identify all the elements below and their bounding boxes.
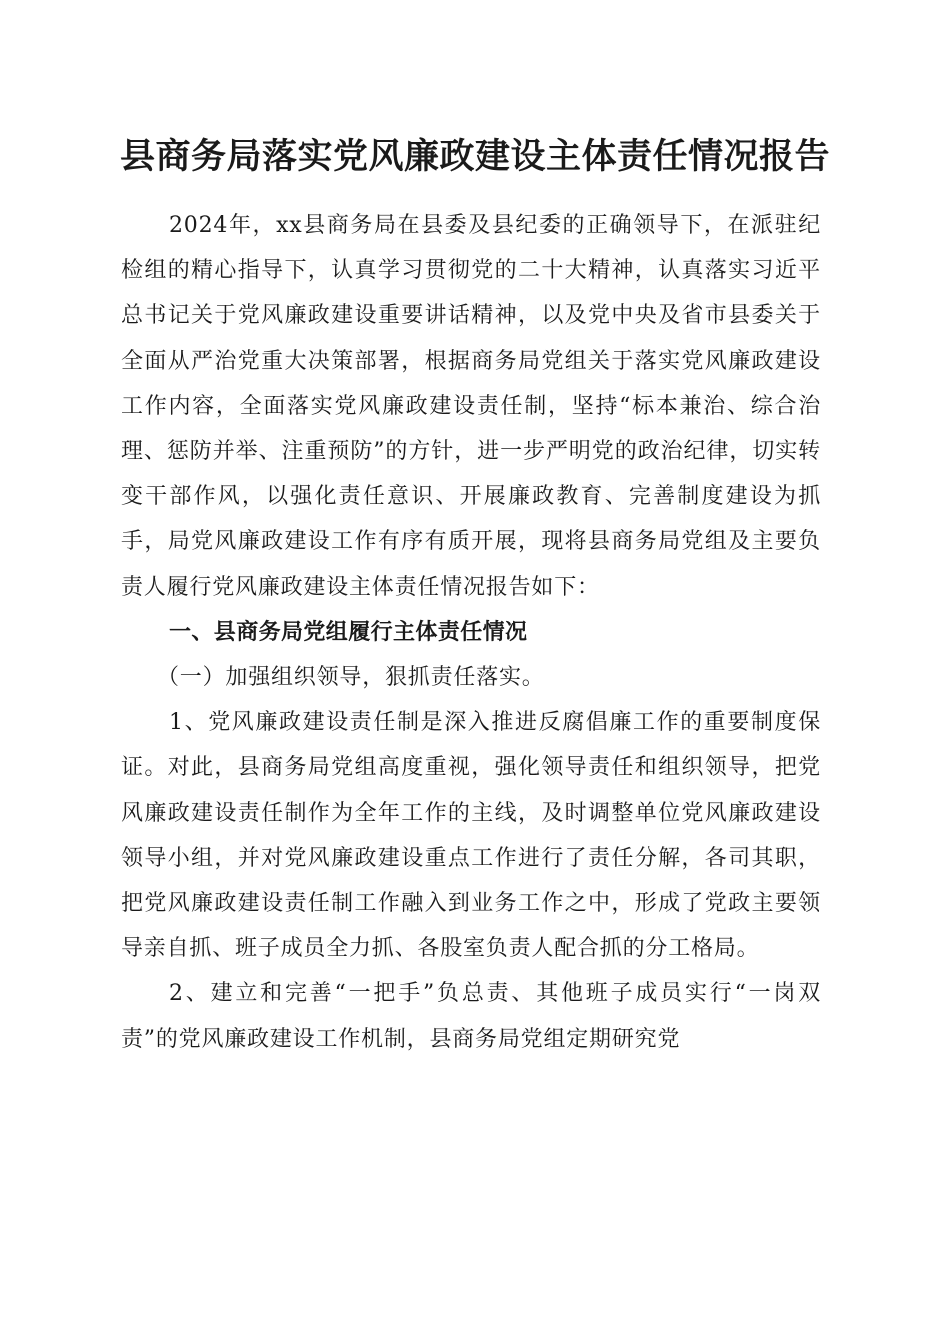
section-heading: 一、县商务局党组履行主体责任情况 [169, 619, 528, 645]
subsection-heading: （一）加强组织领导，狠抓责任落实。 [157, 665, 545, 691]
intro-paragraph: 2024年，xx县商务局在县委及县纪委的正确领导下，在派驻纪检组的精心指导下，认真学习贯彻党的二十大精神，认真落实习近平总书记关于党风廉政建设重要讲话精神，以及党中央及省市县委关于全面从严治党重大决策部署，根据商务局党组关于落实党风廉政建设工作内容，全面落实党风廉政建设责任制，坚持“标本兼治、综合治理、惩防并举、注重预防”的方针，进一步严明党的政治纪律，切实转变干部作风，以强化责任意识、开展廉政教育、完善制度建设为抓手，局党风廉政建设工作有序有质开展，现将县商务局党组及主要负责人履行党风廉政建设主体责任情况报告如下： [121, 213, 821, 600]
document-title: 县商务局落实党风廉政建设主体责任情况报告 [119, 136, 830, 177]
body-paragraph-1: 1、党风廉政建设责任制是深入推进反腐倡廉工作的重要制度保证。对此，县商务局党组高度重视，强化领导责任和组织领导，把党风廉政建设责任制作为全年工作的主线，及时调整单位党风廉政建设领导小组，并对党风廉政建设重点工作进行了责任分解，各司其职，把党风廉政建设责任制工作融入到业务工作之中，形成了党政主要领导亲自抓、班子成员全力抓、各股室负责人配合抓的分工格局。 [121, 710, 821, 962]
document-body [121, 203, 821, 1062]
body-paragraph-2: 2、建立和完善“一把手”负总责、其他班子成员实行“一岗双责”的党风廉政建设工作机制，县商务局党组定期研究党 [121, 981, 821, 1052]
